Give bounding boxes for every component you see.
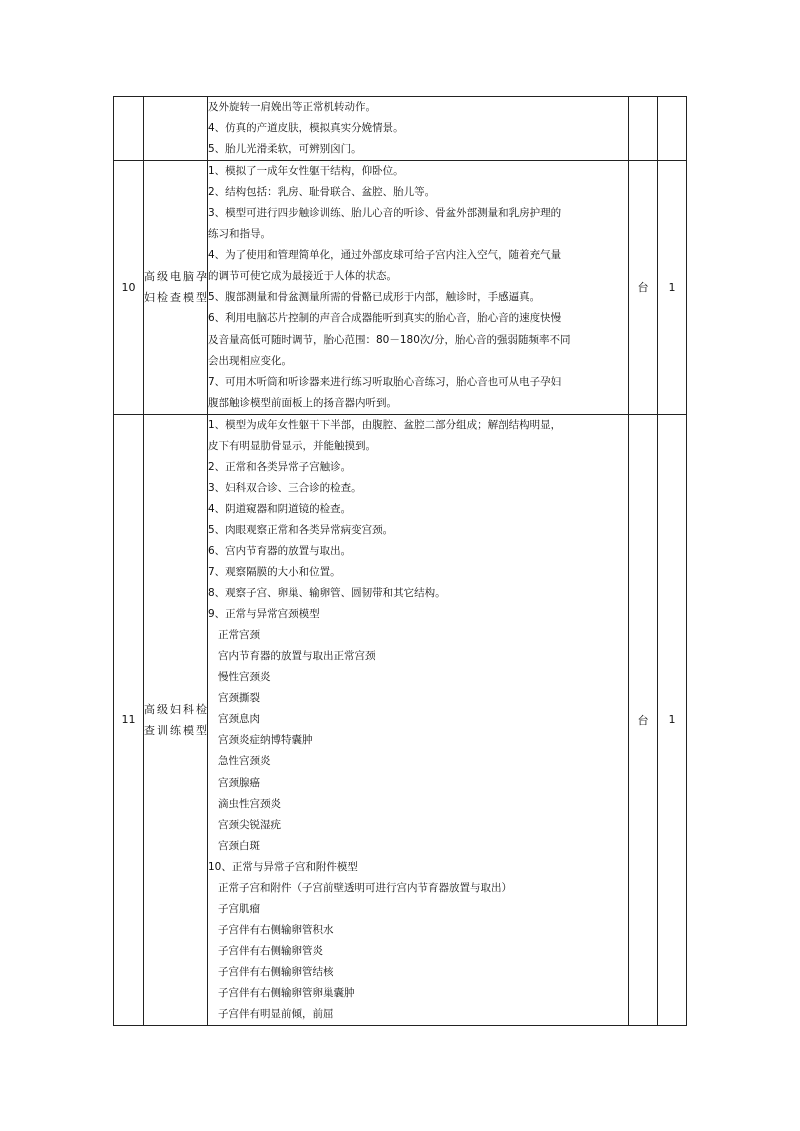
- spec-line: 5、胎儿光滑柔软，可辨别囟门。: [208, 143, 362, 156]
- spec-line: 宫颈撕裂: [218, 692, 260, 705]
- spec-line: 练习和指导。: [208, 228, 271, 241]
- item-name: 高级妇科检查训练模型: [144, 702, 207, 737]
- spec-line: 正常子宫和附件（子宫前壁透明可进行宫内节育器放置与取出）: [218, 881, 512, 894]
- spec-line: 5、肉眼观察正常和各类异常病变宫颈。: [208, 523, 394, 536]
- spec-line: 10、正常与异常子宫和附件模型: [208, 860, 358, 873]
- spec-line: 子宫伴有右侧输卵管结核: [218, 965, 334, 978]
- item-name-cell: [144, 414, 208, 1025]
- spec-line: 9、正常与异常宫颈模型: [208, 608, 320, 621]
- spec-line: 1、模型为成年女性躯干下半部，由腹腔、盆腔二部分组成；解剖结构明显，: [208, 418, 562, 431]
- quantity-cell: [658, 97, 687, 161]
- item-name-cell: [144, 161, 208, 415]
- spec-line: 4、仿真的产道皮肤，模拟真实分娩情景。: [208, 122, 404, 135]
- spec-line: 宫内节育器的放置与取出正常宫颈: [218, 650, 376, 663]
- spec-line: 子宫伴有右侧输卵管积水: [218, 923, 334, 936]
- spec-line: 慢性宫颈炎: [218, 671, 271, 684]
- spec-line: 子宫伴有明显前倾，前屈: [218, 1008, 334, 1021]
- table-row: [114, 161, 687, 415]
- spec-line: 皮下有明显肋骨显示，并能触摸到。: [208, 439, 376, 452]
- spec-line: 急性宫颈炎: [218, 755, 271, 768]
- unit-cell: 台: [629, 414, 658, 1025]
- item-name-cell: [144, 97, 208, 161]
- spec-line: 6、利用电脑芯片控制的声音合成器能听到真实的胎心音，胎心音的速度快慢: [208, 312, 562, 325]
- spec-line: 腹部触诊模型前面板上的扬音器内听到。: [208, 396, 397, 409]
- spec-lines: [208, 161, 628, 414]
- spec-line: 2、正常和各类异常子宫触诊。: [208, 460, 352, 473]
- unit-cell: [629, 97, 658, 161]
- table-row: [114, 414, 687, 1025]
- spec-line: 3、妇科双合诊、三合诊的检查。: [208, 481, 362, 494]
- spec-description-cell: [208, 97, 629, 161]
- spec-line: 7、可用木听筒和听诊器来进行练习听取胎心音练习，胎心音也可从电子孕妇: [208, 375, 562, 388]
- quantity-cell: 1: [658, 414, 687, 1025]
- spec-line: 8、观察子宫、卵巢、输卵管、圆韧带和其它结构。: [208, 587, 446, 600]
- spec-line: 宫颈尖锐湿疣: [218, 818, 281, 831]
- spec-table-body: [114, 97, 687, 1026]
- spec-line: 1、模拟了一成年女性躯干结构，仰卧位。: [208, 165, 404, 178]
- spec-line: 会出现相应变化。: [208, 354, 292, 367]
- spec-line: 子宫伴有右侧输卵管炎: [218, 944, 323, 957]
- spec-line: 子宫伴有右侧输卵管卵巢囊肿: [218, 986, 355, 999]
- table-row: [114, 97, 687, 161]
- spec-lines: [208, 415, 628, 1025]
- spec-line: 的调节可使它成为最接近于人体的状态。: [208, 270, 397, 283]
- spec-line: 3、模型可进行四步触诊训练、胎儿心音的听诊、骨盆外部测量和乳房护理的: [208, 207, 562, 220]
- spec-line: 宫颈腺癌: [218, 776, 260, 789]
- equipment-spec-table: [113, 96, 687, 1026]
- item-name: 高级电脑孕妇检查模型: [144, 270, 207, 305]
- spec-line: 及外旋转一肩娩出等正常机转动作。: [208, 101, 376, 113]
- spec-line: 2、结构包括：乳房、耻骨联合、盆腔、胎儿等。: [208, 186, 436, 199]
- spec-line: 宫颈息肉: [218, 713, 260, 726]
- spec-line: 宫颈白斑: [218, 839, 260, 852]
- unit-cell: 台: [629, 161, 658, 415]
- spec-line: 宫颈炎症纳博特囊肿: [218, 734, 313, 747]
- spec-line: 4、阴道窥器和阴道镜的检查。: [208, 502, 352, 515]
- item-number-cell: [114, 97, 144, 161]
- spec-line: 7、观察隔膜的大小和位置。: [208, 566, 341, 579]
- spec-line: 6、宫内节育器的放置与取出。: [208, 544, 352, 557]
- item-number-cell: 11: [114, 414, 144, 1025]
- spec-line: 正常宫颈: [218, 629, 260, 642]
- spec-line: 5、腹部测量和骨盆测量所需的骨骼已成形于内部，触诊时，手感逼真。: [208, 291, 541, 304]
- item-number-cell: 10: [114, 161, 144, 415]
- spec-line: 子宫肌瘤: [218, 902, 260, 915]
- spec-description-cell: [208, 414, 629, 1025]
- spec-line: 及音量高低可随时调节，胎心范围：80－180次/分，胎心音的强弱随频率不同: [208, 333, 571, 346]
- spec-line: 4、为了使用和管理简单化，通过外部皮球可给子宫内注入空气，随着充气量: [208, 249, 562, 262]
- spec-line: 滴虫性宫颈炎: [218, 797, 281, 810]
- spec-description-cell: [208, 161, 629, 415]
- spec-lines: [208, 97, 628, 160]
- quantity-cell: 1: [658, 161, 687, 415]
